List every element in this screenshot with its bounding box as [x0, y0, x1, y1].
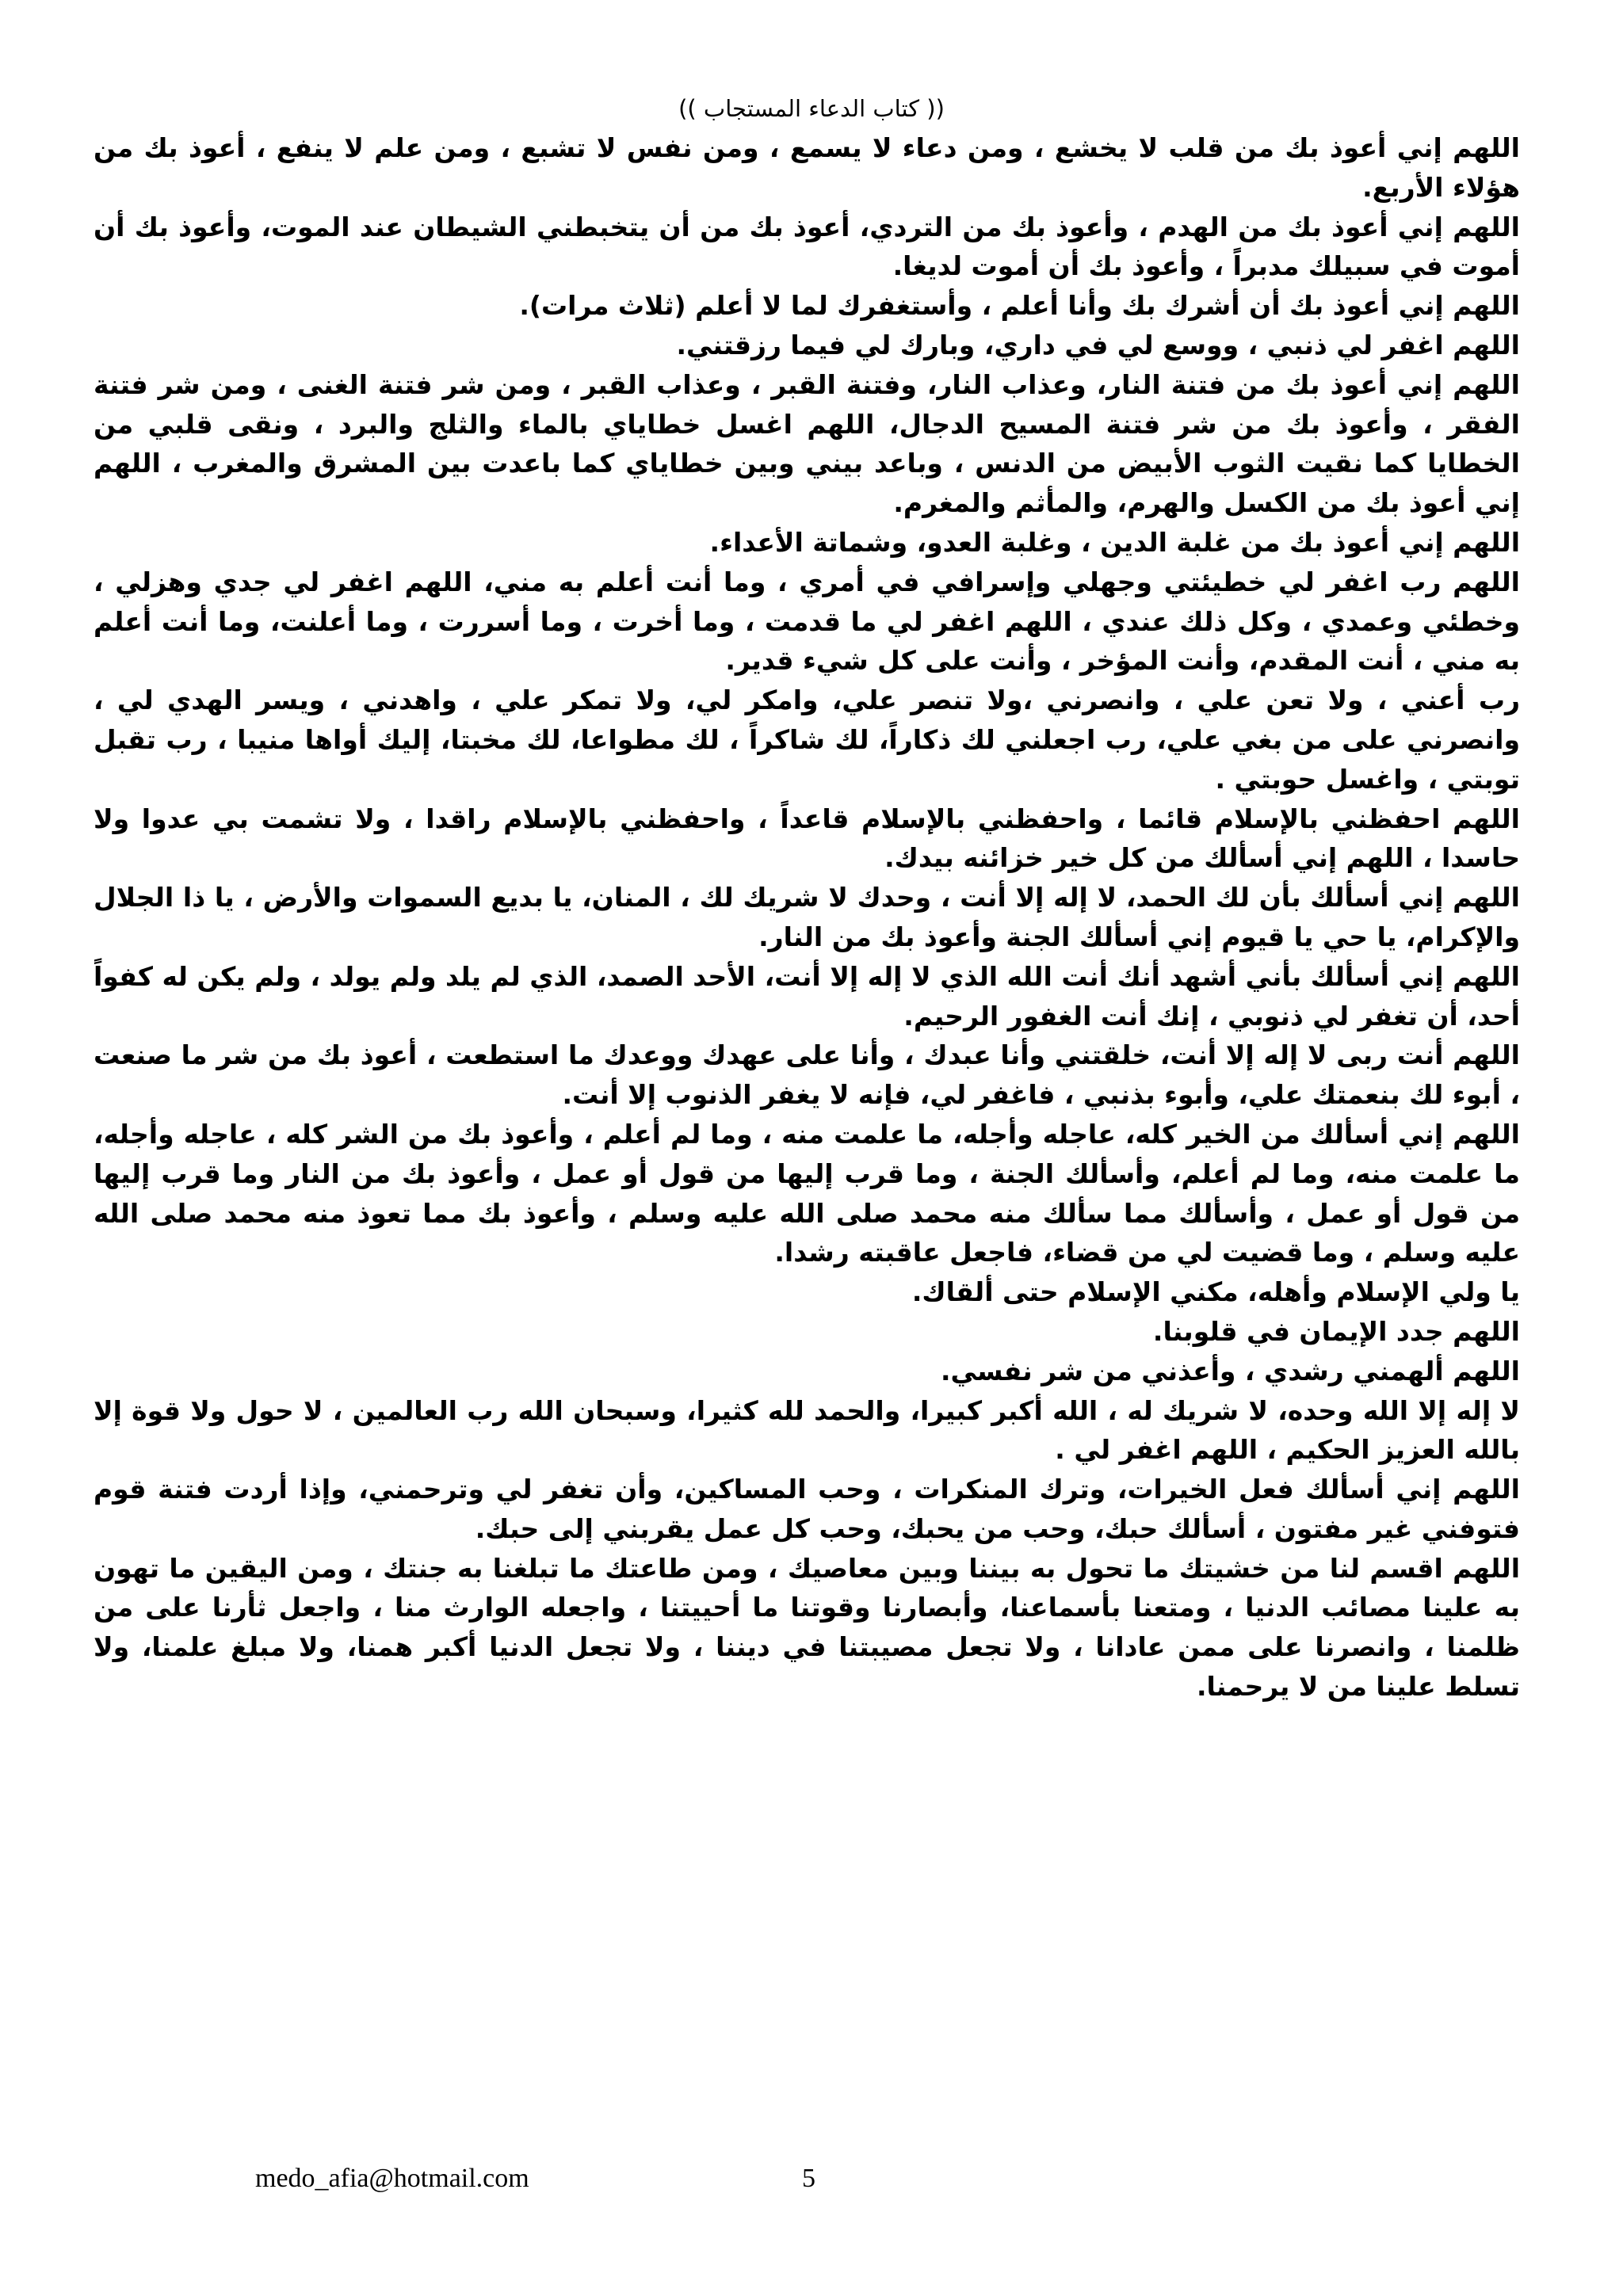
paragraph-19: اللهم اقسم لنا من خشيتك ما تحول به بيننا وبين معاصيك ، ومن طاعتك ما تبلغنا به جنتك ، ومن اليقين ما تهون به علينا مصائب الدنيا ، ومتعنا بأسماعنا، وأبصارنا وقوتنا ما أحييتنا ، واجعله الوارث منا ، واجعل ثأرنا على من ظلمنا ، وانصرنا على ممن عادانا ، ولا تجعل مصيبتنا في ديننا ، ولا تجعل الدنيا أكبر همنا، ولا مبلغ علمنا، ولا تسلط علينا من لا يرحمنا. — [94, 1552, 1520, 1703]
paragraph-14: يا ولي الإسلام وأهله، مكني الإسلام حتى ألقاك. — [911, 1276, 1520, 1308]
paragraph-9: اللهم احفظني بالإسلام قائما ، واحفظني بالإسلام قاعداً ، واحفظني بالإسلام راقدا ، ولا تشمت بي عدوا ولا حاسدا ، اللهم إني أسألك من كل خير خزائنه بيدك. — [94, 803, 1520, 874]
paragraph-12: اللهم أنت ربى لا إله إلا أنت، خلقتني وأنا عبدك ، وأنا على عهدك ووعدك ما استطعت ، أعوذ بك من شر ما صنعت ، أبوء لك بنعمتك علي، وأبوء بذنبي ، فاغفر لي، فإنه لا يغفر الذنوب إلا أنت. — [94, 1039, 1520, 1111]
paragraph-2: اللهم إني أعوذ بك من الهدم ، وأعوذ بك من التردي، أعوذ بك من أن يتخبطني الشيطان عند الموت، وأعوذ بك أن أموت في سبيلك مدبراً ، وأعوذ بك أن أموت لديغا. — [94, 211, 1520, 282]
page-footer — [0, 2159, 1623, 2199]
paragraph-6: اللهم إني أعوذ بك من غلبة الدين ، وغلبة العدو، وشماتة الأعداء. — [709, 526, 1520, 558]
page-number: 5 — [802, 2164, 815, 2193]
paragraph-16: اللهم ألهمني رشدي ، وأعذني من شر نفسي. — [941, 1355, 1520, 1386]
paragraph-1: اللهم إني أعوذ بك من قلب لا يخشع ، ومن دعاء لا يسمع ، ومن نفس لا تشبع ، ومن علم لا ينفع ، أعوذ بك من هؤلاء الأربع. — [94, 132, 1520, 203]
paragraph-18: اللهم إني أسألك فعل الخيرات، وترك المنكرات ، وحب المساكين، وأن تغفر لي وترحمني، وإذا أردت فتنة قوم فتوفني غير مفتون ، أسألك حبك، وحب من يحبك، وحب كل عمل يقربني إلى حبك. — [94, 1474, 1520, 1544]
paragraph-8: رب أعني ، ولا تعن علي ، وانصرني ،ولا تنصر علي، وامكر لي، ولا تمكر علي ، واهدني ، ويسر الهدي لي ، وانصرني على من بغي علي، رب اجعلني لك ذكاراً، لك شاكراً ، لك مطواعا، لك مخبتا، إليك أواها منيبا ، رب تقبل توبتي ، واغسل حوبتي . — [94, 685, 1520, 795]
paragraph-7: اللهم رب اغفر لي خطيئتي وجهلي وإسرافي في أمري ، وما أنت أعلم به مني، اللهم اغفر لي جدي وهزلي ، وخطئي وعمدي ، وكل ذلك عندي ، اللهم اغفر لي ما قدمت ، وما أخرت ، وما أسررت ، وما أعلنت، وما أنت أعلم به مني ، أنت المقدم، وأنت المؤخر ، وأنت على كل شيء قدير. — [94, 566, 1520, 677]
footer-email: medo_afia@hotmail.com — [255, 2164, 529, 2193]
book-title: (( كتاب الدعاء المستجاب )) — [678, 95, 945, 122]
page-body — [94, 128, 1520, 1707]
paragraph-10: اللهم إني أسألك بأن لك الحمد، لا إله إلا أنت ، وحدك لا شريك لك ، المنان، يا بديع السموات والأرض ، يا ذا الجلال والإكرام، يا حي يا قيوم إني أسألك الجنة وأعوذ بك من النار. — [94, 882, 1520, 952]
paragraph-13: اللهم إني أسألك من الخير كله، عاجله وأجله، ما علمت منه ، وما لم أعلم ، وأعوذ بك من الشر كله ، عاجله وأجله، ما علمت منه، وما لم أعلم، وأسألك الجنة ، وما قرب إليها من قول أو عمل ، وأعوذ بك من النار وما قرب إليها من قول أو عمل ، وأسألك مما سألك منه محمد صلى الله عليه وسلم ، وأعوذ بك مما تعوذ منه محمد صلى الله عليه وسلم ، وما قضيت لي من قضاء، فاجعل عاقبته رشدا. — [94, 1118, 1520, 1268]
paragraph-15: اللهم جدد الإيمان في قلوبنا. — [1152, 1315, 1520, 1347]
paragraph-4: اللهم اغفر لي ذنبي ، ووسع لي في داري، وبارك لي فيما رزقتني. — [676, 329, 1520, 360]
paragraph-5: اللهم إني أعوذ بك من فتنة النار، وعذاب النار، وفتنة القبر ، وعذاب القبر ، ومن شر فتنة الغنى ، ومن شر فتنة الفقر ، وأعوذ بك من شر فتنة المسيح الدجال، اللهم اغسل خطاياي بالماء والثلج والبرد ، ونقى قلبي من الخطايا كما نقيت الثوب الأبيض من الدنس ، وباعد بيني وبين خطاياي كما باعدت بين المشرق والمغرب ، اللهم إني أعوذ بك من الكسل والهرم، والمأثم والمغرم. — [94, 368, 1520, 519]
paragraph-3: اللهم إني أعوذ بك أن أشرك بك وأنا أعلم ، وأستغفرك لما لا أعلم (ثلاث مرات). — [519, 290, 1520, 322]
page-header — [0, 93, 1623, 124]
paragraph-11: اللهم إني أسألك بأني أشهد أنك أنت الله الذي لا إله إلا أنت، الأحد الصمد، الذي لم يلد ولم يولد ، ولم يكن له كفواً أحد، أن تغفر لي ذنوبي ، إنك أنت الغفور الرحيم. — [94, 960, 1520, 1032]
paragraph-17: لا إله إلا الله وحده، لا شريك له ، الله أكبر كبيرا، والحمد لله كثيرا، وسبحان الله رب العالمين ، لا حول ولا قوة إلا بالله العزيز الحكيم ، اللهم اغفر لي . — [94, 1394, 1520, 1466]
